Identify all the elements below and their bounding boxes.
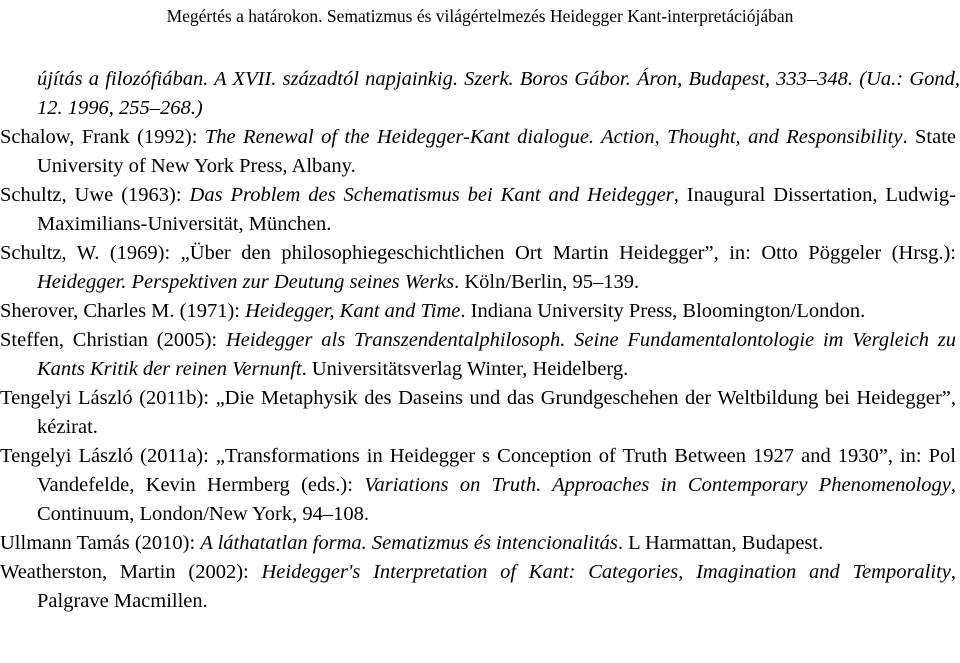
bibliography-entry-weatherston — [0, 558, 956, 616]
entry-title: Heidegger's Interpretation of Kant: Categories, Imagination and Temporality — [261, 561, 951, 583]
entry-title: Heidegger als Transzendentalphilosoph. Seine Fundamentalontologie im Vergleich zu Kants Kritik der reinen Vernunft — [37, 329, 957, 380]
bibliography-entry-schultz-w — [0, 239, 956, 297]
entry-title: Das Problem des Schematismus bei Kant and Heidegger — [189, 184, 674, 206]
entry-title: Variations on Truth. Approaches in Contemporary Phenomenology — [364, 474, 951, 496]
entry-text: újítás a filozófiában. A XVII. századtól napjainkig. Szerk. Boros Gábor. Áron, Budapest, 333–348. (Ua.: — [37, 68, 910, 90]
entry-publisher: . Köln/Berlin, 95–139. — [454, 271, 640, 293]
entry-title: Heidegger, Kant and Time — [245, 300, 461, 322]
entry-publisher: , Inaugural Dissertation, Ludwig-Maximilians-Universität, München. — [37, 184, 956, 235]
entry-author: Steffen, Christian (2005): — [0, 329, 226, 351]
entry-title: A láthatatlan forma. Sematizmus és intencionalitás — [200, 532, 618, 554]
entry-publisher: . State University of New York Press, Albany. — [37, 126, 956, 177]
bibliography-entry-schalow — [0, 123, 956, 181]
entry-publisher: , Continuum, London/New York, 94–108. — [37, 474, 956, 525]
entry-author: Schalow, Frank (1992): — [0, 126, 205, 148]
bibliography-list — [0, 65, 960, 616]
entry-author: Schultz, W. (1969): „Über den philosophiegeschichtlichen Ort Martin Heidegger”, in: Otto Pöggeler (Hrsg.): — [0, 242, 956, 264]
entry-author: Tengelyi László (2011a): „Transformations in Heidegger s Conception of Truth Between 1927 and 1930”, in: Pol Vandefelde, Kevin Hermberg (eds.): — [0, 445, 956, 496]
bibliography-entry-tengelyi-b — [0, 384, 956, 442]
bibliography-entry-schultz-uwe — [0, 181, 956, 239]
entry-author: Sherover, Charles M. (1971): — [0, 300, 246, 322]
running-header: Megértés a határokon. Sematizmus és világértelmezés Heidegger Kant-interpretációjában — [166, 6, 794, 26]
entry-author: Weatherston, Martin (2002): — [0, 561, 262, 583]
bibliography-entry-tengelyi-a — [0, 442, 956, 529]
entry-author: Schultz, Uwe (1963): — [0, 184, 190, 206]
bibliography-entry-ullmann — [0, 529, 956, 558]
entry-publisher: . L Harmattan, Budapest. — [617, 532, 824, 554]
entry-title: Heidegger. Perspektiven zur Deutung seines Werks — [37, 271, 455, 293]
entry-publisher: . Indiana University Press, Bloomington/London. — [460, 300, 866, 322]
bibliography-entry-continued — [0, 65, 960, 123]
entry-title: The Renewal of the Heidegger-Kant dialogue. Action, Thought, and Responsibility — [204, 126, 903, 148]
entry-text: Tengelyi László (2011b): „Die Metaphysik des Daseins und das Grundgeschehen der Weltbildung bei Heidegger”, kézirat. — [0, 387, 956, 438]
entry-publisher: , Palgrave Macmillen. — [37, 561, 956, 612]
entry-text: Gond — [909, 68, 955, 90]
entry-text: , 12. 1996, 255–268.) — [37, 68, 960, 119]
bibliography-entry-sherover — [0, 297, 956, 326]
entry-author: Ullmann Tamás (2010): — [0, 532, 201, 554]
entry-publisher: . Universitätsverlag Winter, Heidelberg. — [301, 358, 629, 380]
bibliography-entry-steffen — [0, 326, 956, 384]
